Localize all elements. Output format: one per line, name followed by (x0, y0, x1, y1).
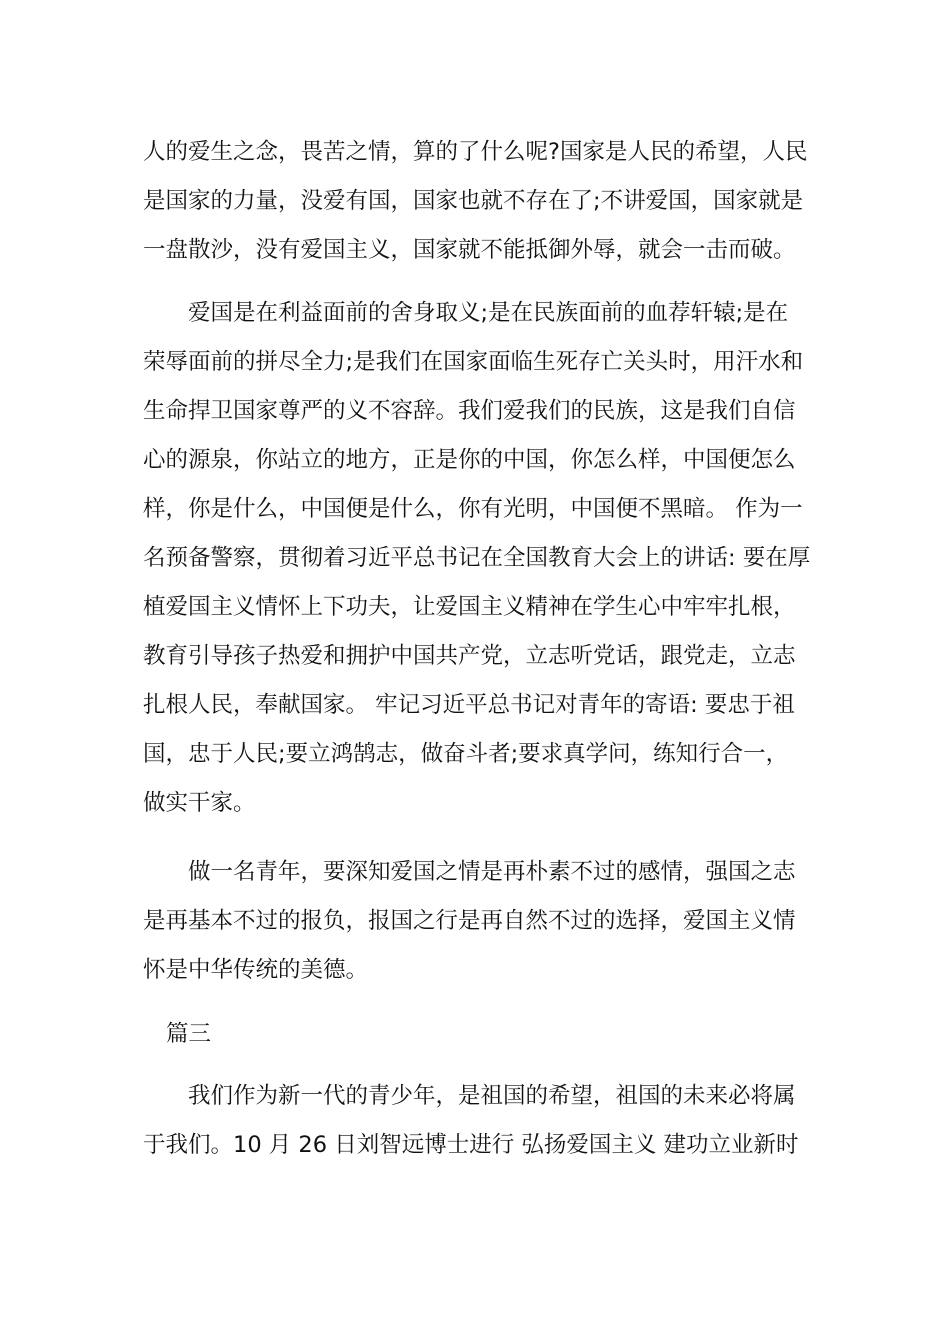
paragraph-line: 教育引导孩子热爱和拥护中国共产党，立志听党话，跟党走，立志 (143, 643, 796, 669)
paragraph-line: 怀是中华传统的美德。 (143, 957, 369, 983)
paragraph-line: 名预备警察，贯彻着习近平总书记在全国教育大会上的讲话: 要在厚 (143, 545, 811, 571)
paragraph-line: 国，忠于人民;要立鸿鹄志，做奋斗者;要求真学问，练知行合一， (143, 741, 789, 767)
paragraph-line: 是再基本不过的报负，报国之行是再自然不过的选择，爱国主义情 (143, 908, 796, 934)
paragraph-line: 我们作为新一代的青少年，是祖国的希望，祖国的未来必将属 (188, 1083, 796, 1109)
paragraph-line: 荣辱面前的拼尽全力;是我们在国家面临生死存亡关头时，用汗水和 (143, 349, 804, 375)
paragraph-line: 是国家的力量，没爱有国，国家也就不存在了;不讲爱国，国家就是 (143, 188, 804, 214)
paragraph-line: 扎根人民，奉献国家。 牢记习近平总书记对青年的寄语: 要忠于祖 (143, 692, 795, 718)
paragraph-line: 爱国是在利益面前的舍身取义;是在民族面前的血荐轩辕;是在 (188, 300, 789, 326)
paragraph-line: 植爱国主义情怀上下功夫，让爱国主义精神在学生心中牢牢扎根， (143, 594, 796, 620)
paragraph-line: 于我们。10 月 26 日刘智远博士进行 弘扬爱国主义 建功立业新时 (143, 1132, 799, 1158)
paragraph-line: 心的源泉，你站立的地方，正是你的中国，你怎么样，中国便怎么 (143, 447, 796, 473)
paragraph-line: 一盘散沙，没有爱国主义，国家就不能抵御外辱，就会一击而破。 (143, 237, 796, 263)
paragraph-line: 做实干家。 (143, 790, 256, 816)
section-heading: 篇三 (166, 1021, 212, 1047)
paragraph-line: 人的爱生之念，畏苦之情，算的了什么呢?国家是人民的希望，人民 (143, 139, 808, 165)
paragraph-line: 生命捍卫国家尊严的义不容辞。我们爱我们的民族，这是我们自信 (143, 398, 796, 424)
paragraph-line: 样，你是什么，中国便是什么，你有光明，中国便不黑暗。 作为一 (143, 496, 803, 522)
paragraph-line: 做一名青年，要深知爱国之情是再朴素不过的感情，强国之志 (188, 859, 796, 885)
